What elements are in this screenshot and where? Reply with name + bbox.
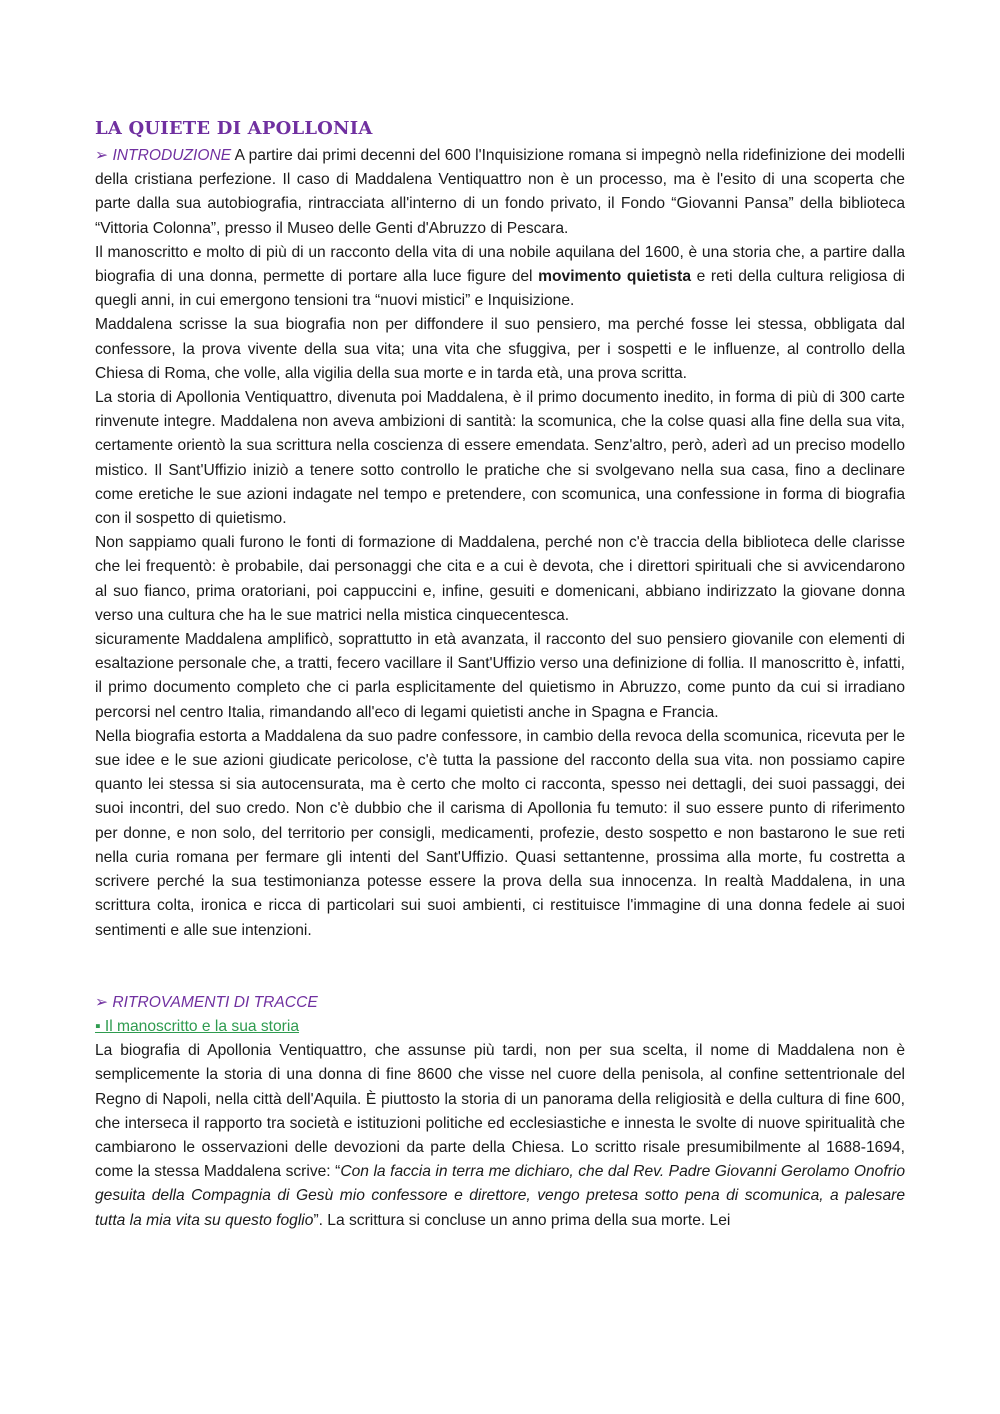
section2-text-b: ”. La scrittura si concluse un anno prima della sua morte. Lei bbox=[313, 1211, 731, 1229]
intro-text-1: A partire dai primi decenni del 600 l'Inquisizione romana si impegnò nella ridefinizione dei modelli della cristiana perfezione. Il caso di Maddalena Ventiquattro non è un processo, ma è l'esito di una scoperta che parte dalla sua autobiografia, rintracciata all'interno di un fondo privato, il Fondo “Giovanni Pansa” della biblioteca “Vittoria Colonna”, presso il Museo delle Genti d'Abruzzo di Pescara. bbox=[95, 147, 905, 237]
intro-text-2b: e reti della cultura religiosa di quegli anni, in cui emergono tensioni tra “nuovi mistici” e Inquisizione. bbox=[95, 268, 905, 310]
intro-paragraph-7: Nella biografia estorta a Maddalena da suo padre confessore, in cambio della revoca della scomunica, ricevuta per le sue idee e le sue azioni giudicate pericolose, c'è tutta la passione del racconto della sua vita. non possiamo capire quanto lei stessa si sia autocensurata, ma è certo che molto ci racconta, spesso nei dettagli, dei suoi passaggi, dei suoi incontri, del suo credo. Non c'è dubbio che il carisma di Apollonia fu temuto: il suo essere punto di riferimento per donne, e non solo, del territorio per consigli, medicamenti, profezie, desto sospetto e non bastarono le sue reti nella curia romana per fermare gli intenti del Sant'Uffizio. Quasi settantenne, prossima alla morte, fu costretta a scrivere perché la sua testimonianza potesse essere la prova della sua innocenza. In realtà Maddalena, in una scrittura colta, ironica e ricca di particolari sui suoi ambienti, ci restituisce l'immagine di una donna fedele ai suoi sentimenti e alle sue intenzioni. bbox=[95, 727, 905, 939]
intro-paragraph-2 bbox=[95, 241, 905, 314]
intro-paragraph-1 bbox=[95, 144, 905, 241]
section2-label: ➢ RITROVAMENTI DI TRACCE bbox=[95, 993, 318, 1011]
intro-text-2-bold: movimento quietista bbox=[538, 268, 692, 286]
section2-paragraph-1 bbox=[95, 1039, 905, 1233]
intro-paragraph-3: Maddalena scrisse la sua biografia non per diffondere il suo pensiero, ma perché fosse lei stessa, obbligata dal confessore, la prova vivente della sua vita; una vita che sfuggiva, per i sospetti e le influenze, al controllo della Chiesa di Roma, che volle, alla vigilia della sua morte e in tarda età, una prova scritta. bbox=[95, 316, 905, 382]
document-title: LA QUIETE DI APOLLONIA bbox=[95, 118, 373, 139]
intro-paragraph-5: Non sappiamo quali furono le fonti di formazione di Maddalena, perché non c'è traccia della biblioteca delle clarisse che lei frequentò: è probabile, dai personaggi che cita e a cui è devota, che i direttori spirituali che si avvicendarono al suo fianco, prima oratoriani, poi cappuccini e, infine, gesuiti e domenicani, abbiano indirizzato la giovane donna verso una cultura che ha le sue matrici nella mistica cinquecentesca. bbox=[95, 534, 905, 624]
intro-paragraph-4: La storia di Apollonia Ventiquattro, divenuta poi Maddalena, è il primo documento inedito, in forma di più di 300 carte rinvenute integre. Maddalena non aveva ambizioni di santità: la scomunica, che la colse quasi alla fine della sua vita, certamente orientò la sua scrittura nella coscienza di essere emendata. Senz'altro, però, aderì ad un preciso modello mistico. Il Sant'Uffizio iniziò a tenere sotto controllo le pratiche che si svolgevano nella sua casa, fino a declinare come eretiche le sue azioni indagate nel tempo e pretendere, con scomunica, una confessione in forma di biografia con il sospetto di quietismo. bbox=[95, 389, 905, 528]
intro-text-2a: Il manoscritto e molto di più di un racconto della vita di una nobile aquilana del 1600, è una storia che, a partire dalla biografia di una donna, permette di portare alla luce figure del bbox=[95, 243, 905, 286]
section2-quote: Con la faccia in terra me dichiaro, che dal Rev. Padre Giovanni Gerolamo Onofrio gesuita della Compagnia di Gesù mio confessore e direttore, vengo pretesa sotto pena di scomunica, a palesare tutta la mia vita su questo foglio bbox=[95, 1163, 905, 1229]
intro-section-label: ➢ INTRODUZIONE bbox=[95, 147, 232, 164]
section2-text-a: La biografia di Apollonia Ventiquattro, che assunse più tardi, non per sua scelta, il nome di Maddalena non è semplicemente la storia di una donna di fine 8600 che visse nel cuore della penisola, al confine settentrionale del Regno di Napoli, nella città dell'Aquila. È piuttosto la storia di un panorama della religiosità e della cultura di fine 600, che interseca il rapporto tra società e istituzioni politiche ed ecclesiastiche e innesta le svolte di nuove spiritualità che cambiarono le osservazioni delle devozioni da parte della Chiesa. Lo scritto risale presumibilmente al 1688-1694, come la stessa Maddalena scrive: “ bbox=[95, 1042, 905, 1181]
section2-sublabel-row bbox=[95, 1015, 905, 1039]
intro-paragraph-6: sicuramente Maddalena amplificò, soprattutto in età avanzata, il racconto del suo pensiero giovanile con elementi di esaltazione personale che, a tratti, fecero vacillare il Sant'Uffizio verso una definizione di follia. Il manoscritto è, infatti, il primo documento completo che ci parla esplicitamente del quietismo in Abruzzo, come punto da cui si irradiano percorsi nel centro Italia, rimandando all'eco di legami quietisti anche in Spagna e Francia. bbox=[95, 631, 905, 721]
section2-sublabel-link[interactable]: ▪ Il manoscritto e la sua storia bbox=[95, 1017, 299, 1035]
section-spacer bbox=[95, 943, 905, 991]
